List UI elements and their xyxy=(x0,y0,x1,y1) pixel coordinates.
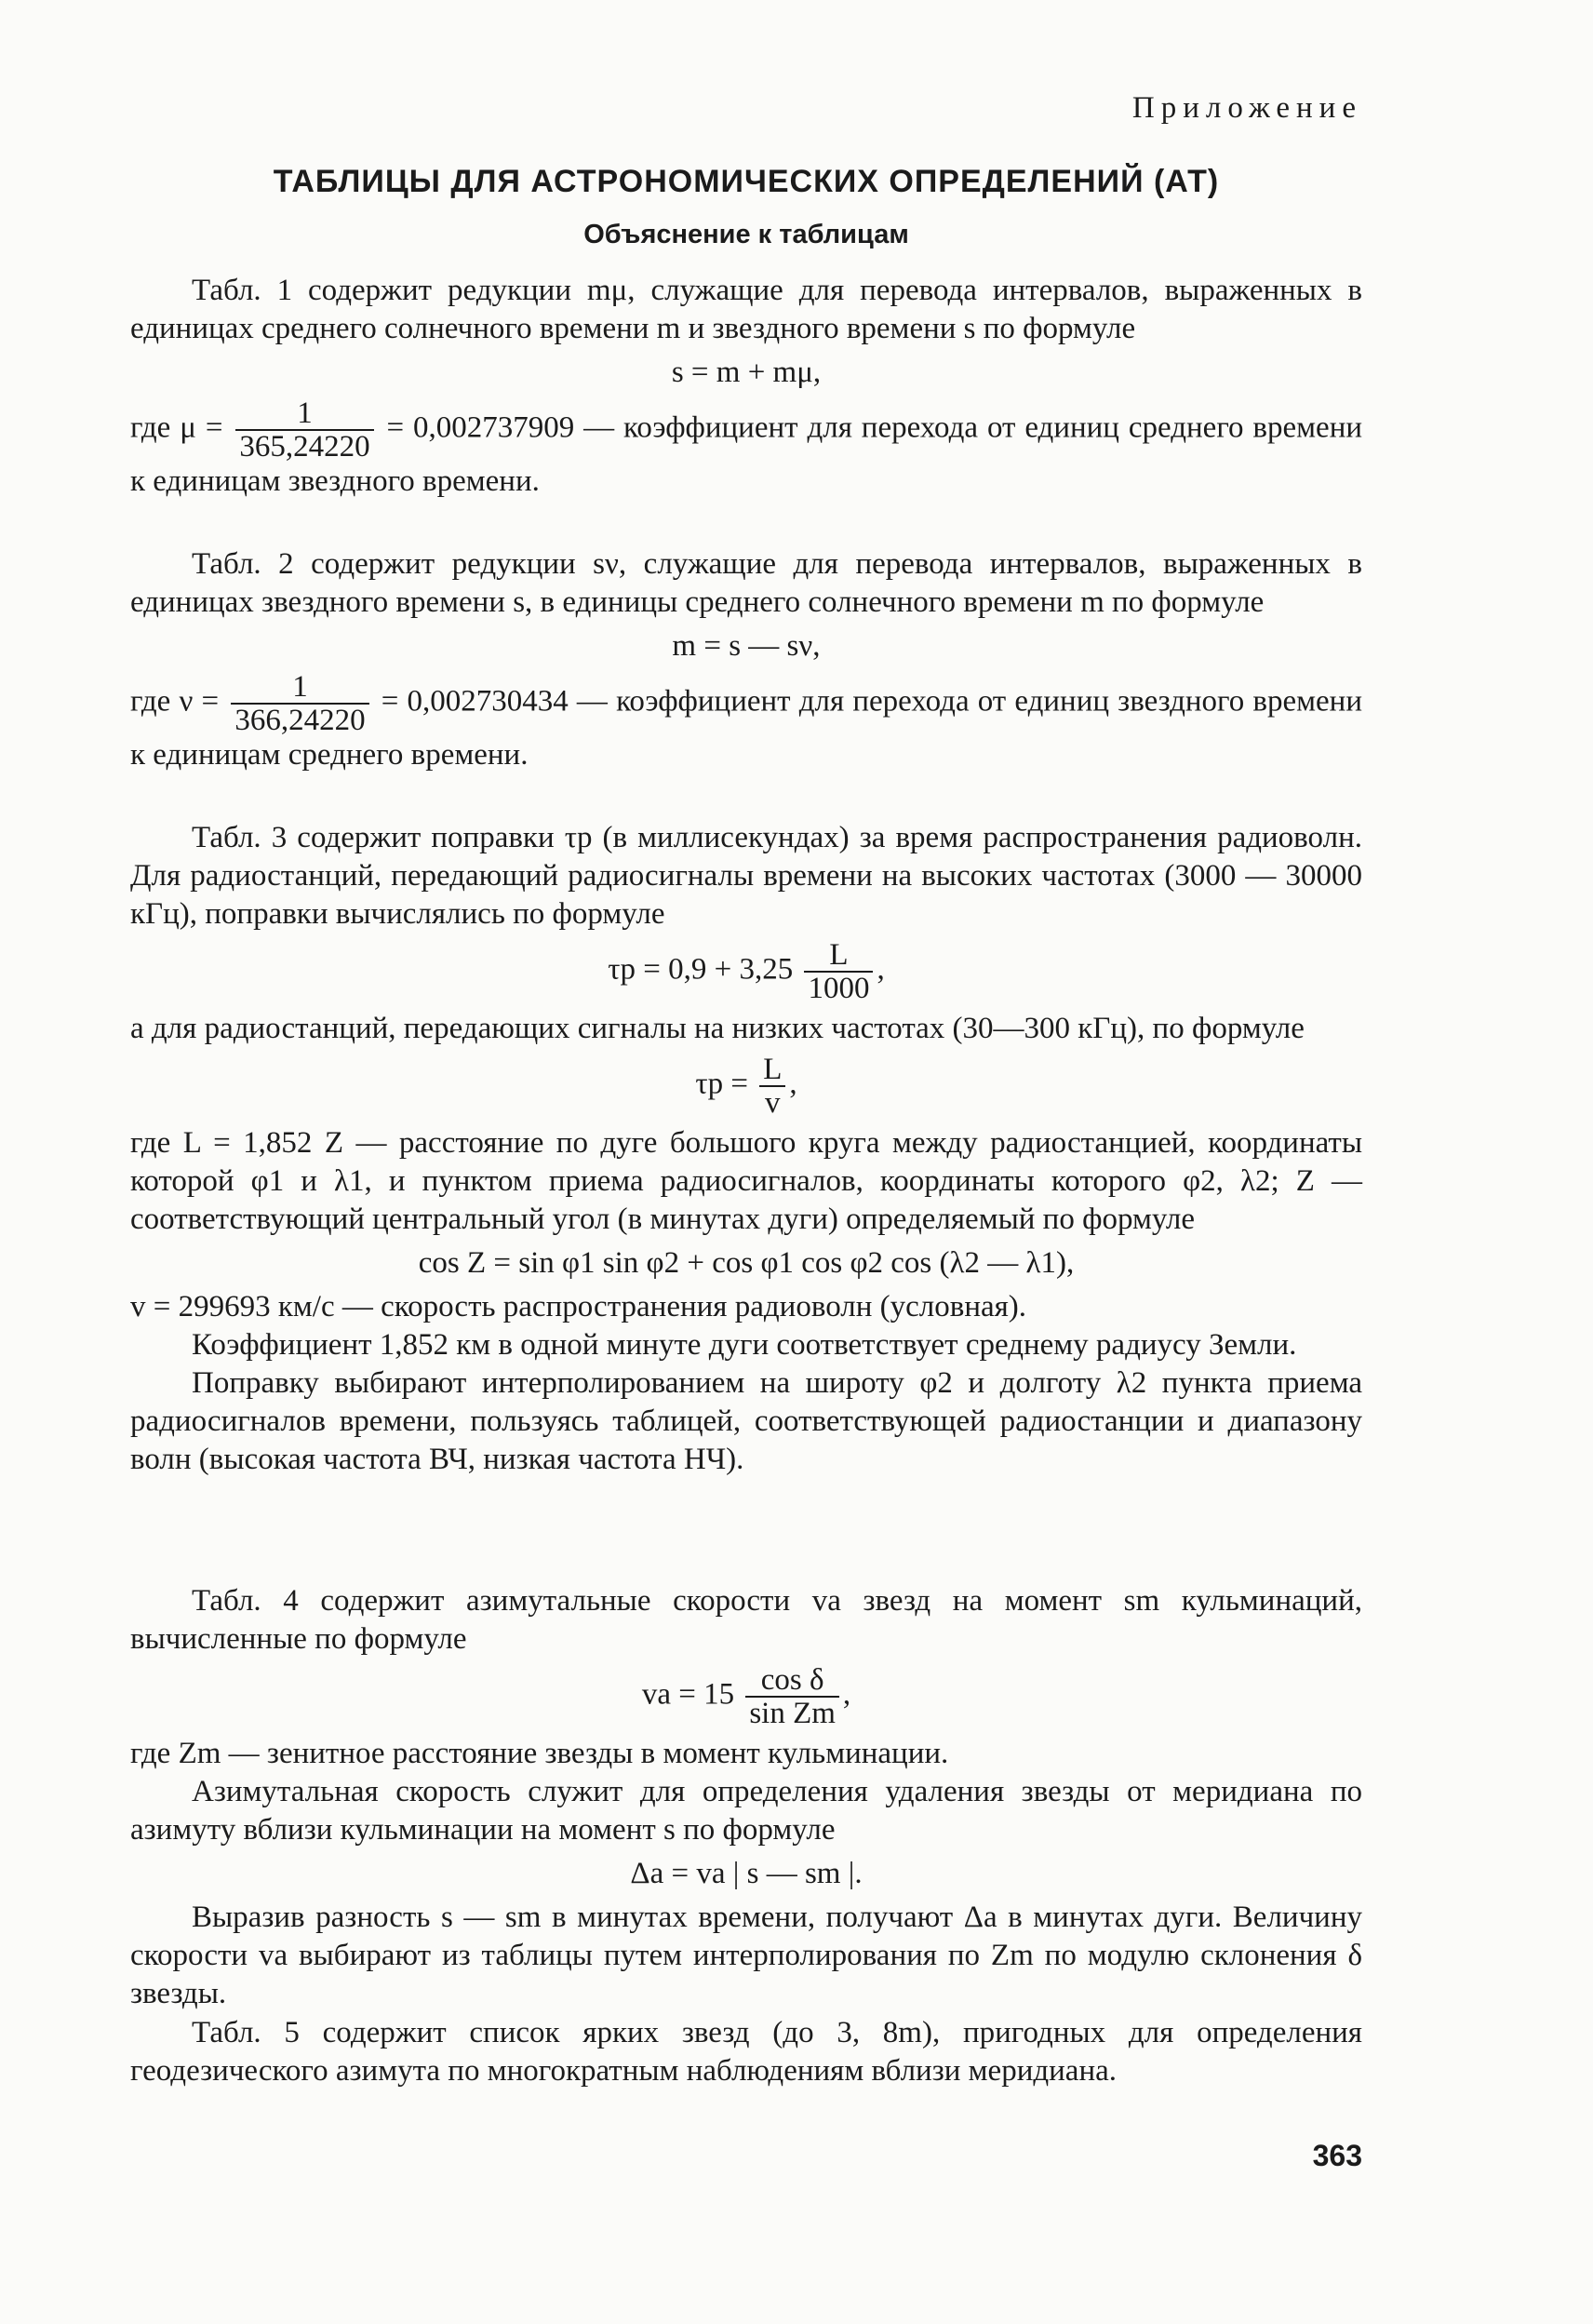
table2-explanation xyxy=(130,545,1362,774)
table4-paragraph-zenith: где Zm — зенитное расстояние звезды в момент кульминации. xyxy=(130,1737,949,1770)
table2-where xyxy=(130,671,1362,774)
table2-where-suffix: = 0,002730434 — коэффициент для перехода от единиц звездного времени к единицам среднего времени. xyxy=(130,684,1362,772)
tau-hf-left: τp = 0,9 + 3,25 xyxy=(608,952,794,987)
table5-paragraph: Табл. 5 содержит список ярких звезд (до 3, 8m), пригодных для определения геодезического азимута по многократным наблюдениям вблизи меридиана. xyxy=(130,2016,1362,2088)
table2-formula: m = s — sν, xyxy=(672,629,821,663)
mu-fraction xyxy=(235,397,373,463)
va-denominator: sin Zm xyxy=(749,1697,836,1730)
tau-lf-fraction xyxy=(759,1054,785,1119)
section-subtitle: Объяснение к таблицам xyxy=(583,220,909,249)
mu-numerator: 1 xyxy=(235,397,373,431)
table4-paragraph: Табл. 4 содержит азимутальные скорости va звезд на момент sm кульминаций, вычисленные по формуле xyxy=(130,1584,1362,1656)
tau-hf-formula xyxy=(130,939,1362,1004)
nu-denominator: 366,24220 xyxy=(234,704,366,737)
page-title: ТАБЛИЦЫ ДЛЯ АСТРОНОМИЧЕСКИХ ОПРЕДЕЛЕНИЙ (АТ) xyxy=(273,164,1220,199)
table4-paragraph-azimuth: Азимутальная скорость служит для определения удаления звезды от меридиана по азимуту вблизи кульминации на момент s по формуле xyxy=(130,1775,1362,1847)
table1-where-suffix: = 0,002737909 — коэффициент для перехода от единиц среднего времени к единицам звездного времени. xyxy=(130,410,1363,498)
page-number: 363 xyxy=(1312,2139,1362,2172)
appendix-label: Приложение xyxy=(1131,91,1362,125)
table3-paragraph-speed: v = 299693 км/с — скорость распространения радиоволн (условная). xyxy=(130,1290,1027,1323)
table3-paragraph-interpolation: Поправку выбирают интерполированием на широту φ2 и долготу λ2 пункта приема радиосигналов времени, пользуясь таблицей, соответствующей радиостанции и диапазону волн (высокая частота ВЧ, низкая частота НЧ). xyxy=(130,1366,1362,1476)
nu-numerator: 1 xyxy=(231,671,368,705)
tau-hf-numerator: L xyxy=(804,939,873,973)
table5-explanation xyxy=(130,2014,1362,2090)
table3-paragraph-coefficient: Коэффициент 1,852 км в одной минуте дуги соответствует среднему радиусу Земли. xyxy=(192,1328,1297,1362)
table4-explanation xyxy=(130,1582,1362,2013)
tau-lf-numerator: L xyxy=(759,1054,785,1087)
table4-paragraph-interpolation: Выразив разность s — sm в минутах времени, получают Δa в минутах дуги. Величину скорости va выбирают из таблицы путем интерполирования по Zm по модулю склонения δ звезды. xyxy=(130,1901,1362,2010)
tau-lf-end: , xyxy=(789,1067,797,1101)
table3-paragraph: Табл. 3 содержит поправки τp (в миллисекундах) за время распространения радиоволн. Для радиостанций, передающий радиосигналы времени на высоких частотах (3000 — 30000 кГц), поправки вычислялись по формуле xyxy=(130,821,1362,931)
table1-where xyxy=(130,397,1362,501)
va-end: , xyxy=(842,1677,851,1712)
tau-lf-left: τp = xyxy=(695,1067,748,1101)
nu-fraction xyxy=(231,671,368,736)
tau-hf-end: , xyxy=(877,952,885,987)
va-numerator: cos δ xyxy=(745,1664,839,1698)
tau-hf-fraction xyxy=(804,939,873,1004)
tau-lf-formula xyxy=(130,1054,1362,1119)
table3-paragraph-lf: а для радиостанций, передающих сигналы на низких частотах (30—300 кГц), по формуле xyxy=(130,1012,1305,1045)
va-fraction xyxy=(745,1664,839,1729)
tau-hf-denominator: 1000 xyxy=(808,972,870,1005)
table3-explanation xyxy=(130,819,1362,1479)
table1-where-prefix: где μ = xyxy=(130,410,223,445)
table2-where-prefix: где ν = xyxy=(130,684,220,719)
table2-paragraph: Табл. 2 содержит редукции sν, служащие для перевода интервалов, выраженных в единицах звездного времени s, в единицы среднего солнечного времени m по формуле xyxy=(130,547,1362,619)
va-left: va = 15 xyxy=(641,1677,735,1712)
delta-a-formula: Δa = va | s — sm |. xyxy=(630,1857,863,1890)
table1-explanation xyxy=(130,272,1362,501)
tau-lf-denominator: v xyxy=(765,1086,781,1120)
va-formula xyxy=(130,1664,1362,1729)
mu-denominator: 365,24220 xyxy=(239,430,370,463)
cosz-formula: cos Z = sin φ1 sin φ2 + cos φ1 cos φ2 cos (λ2 — λ1), xyxy=(418,1246,1075,1280)
table1-paragraph: Табл. 1 содержит редукции mμ, служащие для перевода интервалов, выраженных в единицах среднего солнечного времени m и звездного времени s по формуле xyxy=(130,274,1362,345)
table3-paragraph-distance: где L = 1,852 Z — расстояние по дуге большого круга между радиостанцией, координаты которой φ1 и λ1, и пунктом приема радиосигналов, координаты которого φ2, λ2; Z — соответствующий центральный угол (в минутах дуги) определяемый по формуле xyxy=(130,1126,1362,1236)
table1-formula: s = m + mμ, xyxy=(671,356,822,389)
